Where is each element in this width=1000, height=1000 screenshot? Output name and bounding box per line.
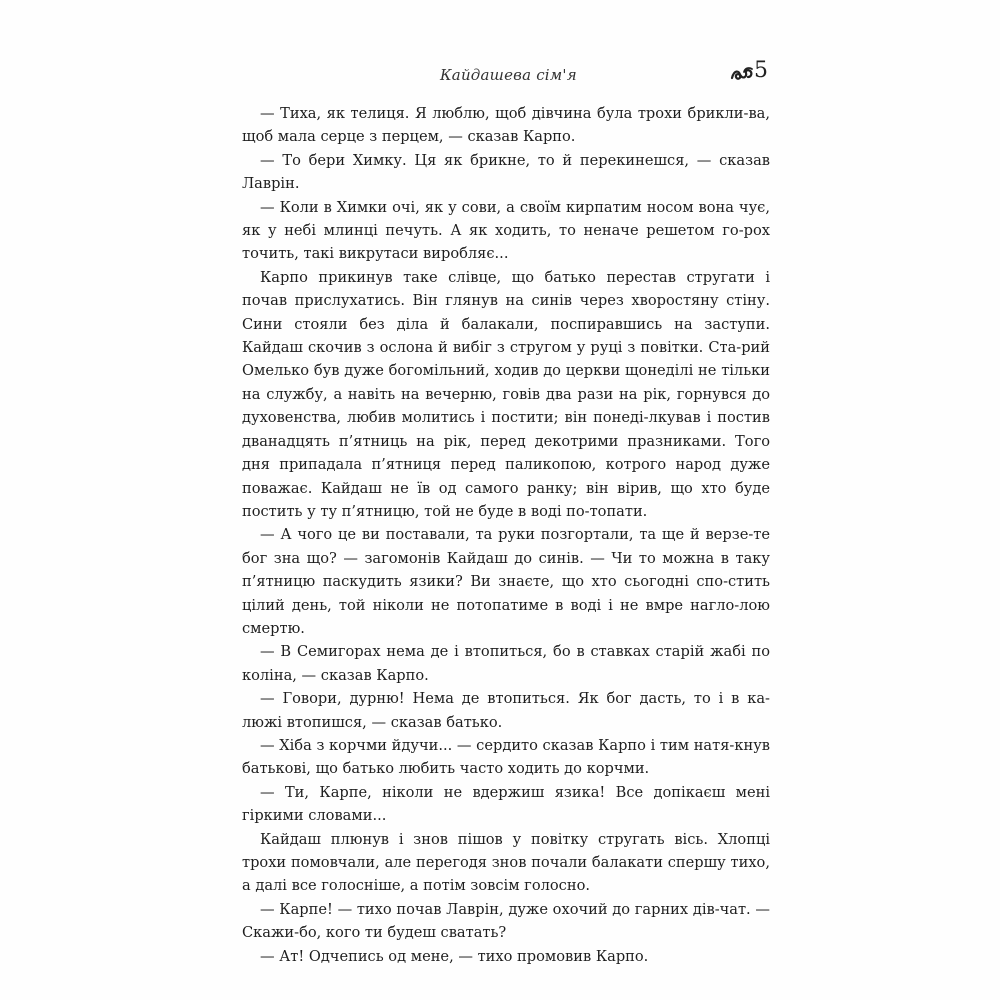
- paragraph: Кайдаш плюнув і знов пішов у повітку стругать вісь. Хлопці трохи помовчали, але перегодя знов почали балакати спершу тихо, а далі все голосніше, а потім зовсім голосно.: [242, 830, 770, 895]
- running-title: Кайдашева сім'я: [440, 66, 577, 84]
- paragraph: — Говори, дурню! Нема де втопиться. Як бог дасть, то і в ка-люжі втопишся, — сказав батько.: [242, 690, 770, 731]
- paragraph: — Хіба з корчми йдучи... — сердито сказав Карпо і тим натя-кнув батькові, що батько любить часто ходить до корчми.: [242, 736, 770, 778]
- paragraph: — То бери Химку. Ця як брикне, то й перекинешся, — сказав Лаврін.: [242, 151, 770, 193]
- paragraph: — В Семигорах нема де і втопиться, бо в ставках старій жабі по коліна, — сказав Карпо.: [242, 643, 770, 684]
- paragraph: — А чого це ви поставали, та руки позгортали, та ще й верзе-те бог зна що? — загомонів Кайдаш до синів. — Чи то можна в таку п’ятницю паскудить язики? Ви знаєте, що хто сьогодні спо-стить цілий день, той ніколи не потопатиме в воді і не вмре нагло-лою смертю.: [242, 526, 770, 637]
- swirl-ornament-icon: [730, 64, 754, 84]
- paragraph: — Ат! Одчепись од мене, — тихо промовив Карпо.: [260, 947, 649, 965]
- body-text: [242, 102, 770, 968]
- paragraph: — Карпе! — тихо почав Лаврін, дуже охочий до гарних дів-чат. — Скажи-бо, кого ти будеш сватать?: [242, 900, 770, 942]
- running-head: [240, 60, 770, 90]
- paragraph: Карпо прикинув таке слівце, що батько перестав стругати і почав прислухатись. Він глянув на синів через хворостяну стіну. Сини стояли без діла й балакали, поспиравшись на заступи. Кайдаш скочив з ослона й вибіг з стругом у руці з повітки. Ста-рий Омелько був дуже богомільний, ходив до церкви щонеділі не тільки на службу, а навіть на вечерню, говів два рази на рік, горнувся до духовенства, любив молитись і постити; він понеді-лкував і постив дванадцять п’ятниць на рік, перед декотрими празниками. Того дня припадала п’ятниця перед паликопою, котрого народ дуже поважає. Кайдаш не їв од самого ранку; він вірив, що хто буде постить у ту п’ятницю, той не буде в воді по-топати.: [242, 268, 770, 520]
- paragraph: — Ти, Карпе, ніколи не вдержиш язика! Все допікаєш мені гіркими словами...: [242, 783, 770, 825]
- page-number: 5: [754, 58, 768, 83]
- paragraph: — Тиха, як телиця. Я люблю, щоб дівчина була трохи брикли-ва, щоб мала серце з перцем, — сказав Карпо.: [242, 105, 770, 146]
- paragraph: — Коли в Химки очі, як у сови, а своїм кирпатим носом вона чує, як у небі млинці печуть. А як ходить, то неначе решетом го-рох точить, такі викрутаси виробляє...: [242, 198, 770, 263]
